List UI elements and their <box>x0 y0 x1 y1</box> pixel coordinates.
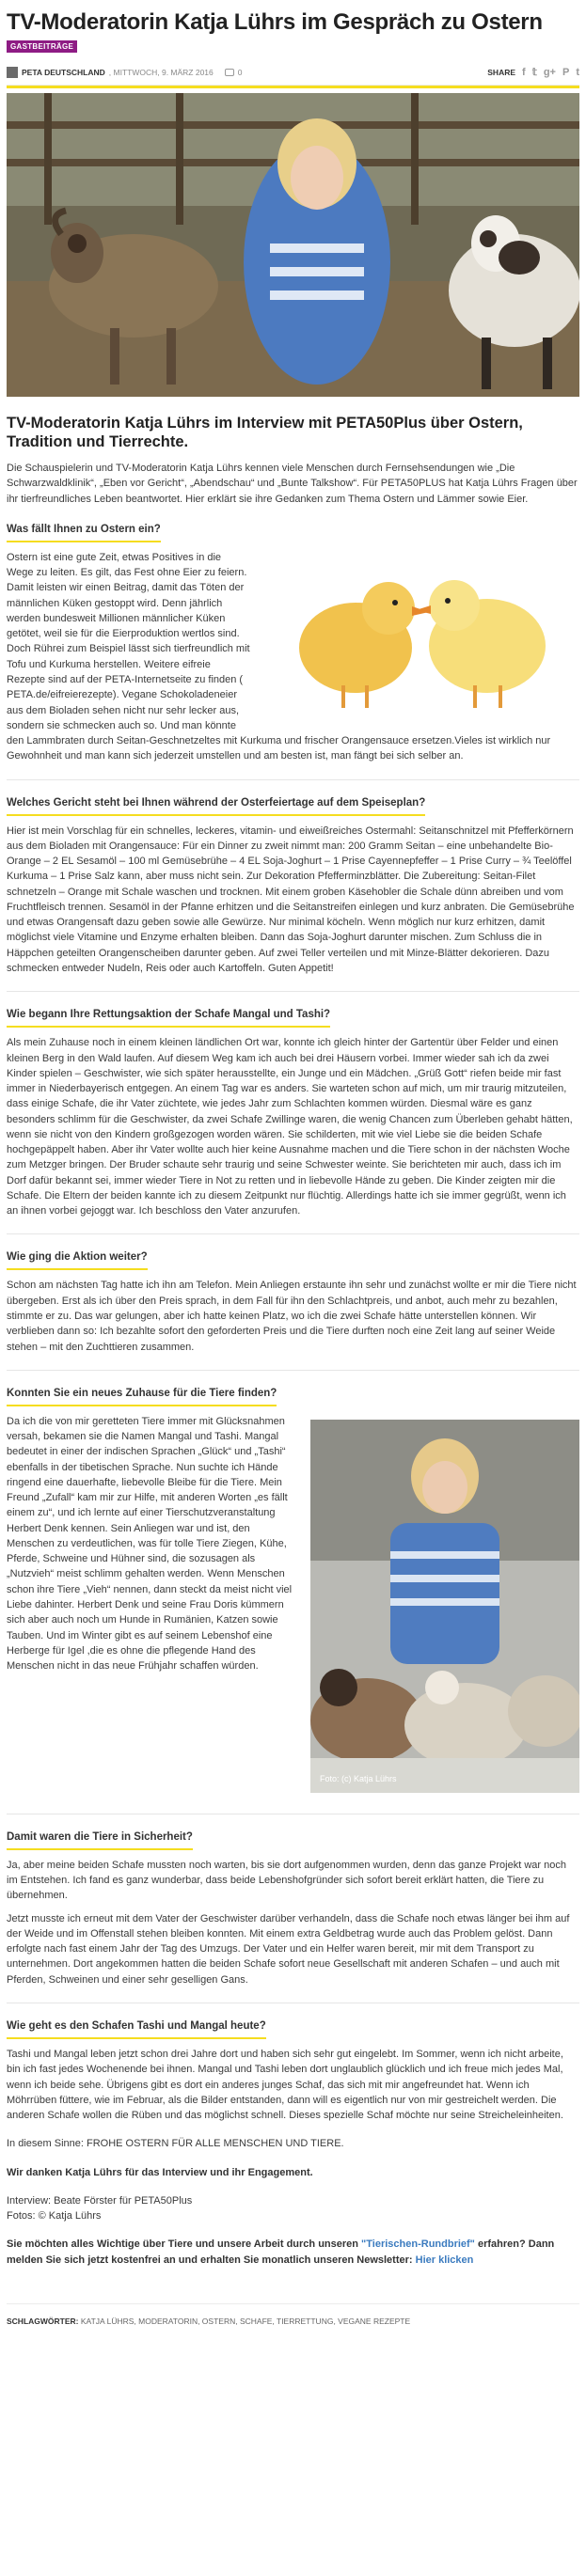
section-paragraph: Ja, aber meine beiden Schafe mussten noch warten, bis sie dort aufgenommen wurden, denn das ganze Projekt war noch im Entstehen. Ich fand es ganz wunderbar, dass beide Lebenshofgründer sich sofort bereit erklärt hatten, die Tiere zu übernehmen. <box>7 1859 566 1902</box>
woman-with-sheep-photo <box>7 93 579 397</box>
comment-icon[interactable] <box>225 69 234 76</box>
section-paragraph: Schon am nächsten Tag hatte ich ihn am Telefon. Mein Anliegen erstaunte ihn sehr und zunächst wollte er mir die Tiere nicht übergeben. Erst als ich über den Preis sprach, in dem Fall für ihn den Schlachtpreis, und anbot, auch mehr zu bezahlen, stimmte er zu. Das war gelungen, aber ich hatte keinen Platz, wo ich die zwei Schafe hätte unterstellen können. Wir verblieben dann so: Ich bezahlte sofort den geforderten Preis und die Tiere durften noch eine Zeit lang auf seiner Weide stehen – mit den Zuchttieren zusammen. <box>7 1280 577 1353</box>
article-subtitle: TV-Moderatorin Katja Lührs im Interview mit PETA50Plus über Ostern, Tradition und Tierrechte. <box>7 415 523 450</box>
article-title: TV-Moderatorin Katja Lührs im Gespräch zu Ostern <box>7 9 543 35</box>
newsletter-link[interactable]: "Tierischen-Rundbrief" <box>361 2238 475 2251</box>
footer-divider <box>7 2303 579 2304</box>
facebook-share-icon[interactable]: f <box>522 66 526 78</box>
section-paragraph: Jetzt musste ich erneut mit dem Vater der Geschwister darüber verhandeln, dass die Schafe noch etwas länger bei ihm auf der Weide und im Offenstall stehen bleiben konnten. Mit einem extra Geldbetrag wurde auch das Problem gelöst. Dann erfolgte nach fast einem Jahr der Tag des Umzugs. Der Vater und ein Helfer waren bereit, mir mit dem Transport zu unternehmen. Dort angekommen hatten die beiden Schafe sofort neue Gesellschaft mit anderen Schafen – und auch mit Pferden, Schweinen und einer sehr geselligen Gans. <box>7 1912 570 1986</box>
section-paragraph: Hier ist mein Vorschlag für ein schnelles, leckeres, vitamin- und eiweißreiches Ostermahl: Seitanschnitzel mit Pfefferkörnern aus dem Bioladen mit Orangensauce: Für ein Dinner zu zweit nimmt man: 200 Gramm Seitan – eine unbehandelte Bio-Orange – 2 EL Sesamöl – 100 ml Gemüsebrühe – 4 EL Soja-Joghurt – 1 Prise Cayennepfeffer – 1 Prise Curry – ¾ Teelöffel Kurkuma – 1 Prise Salz kann, aber muss nicht sein. Zur Dekoration Pfefferminzblätter. Die Zubereitung: Seitan-Filet schnetzeln – Orange mit Schale waschen und trocknen. Mit einem groben Käsehobler die Schale dünn abreiben und vom Fruchtfleisch trennen. Sesamöl in der Pfanne erhitzen und die Seitanstreifen einlegen und kurz anbraten. Die Gemüsebrühe und etwas Orangensaft dazu geben sowie alle Gewürze. Nur minimal köcheln. Wenn möglich nur kurz erhitzen, damit möglichst viele Vitamine und Enzyme erhalten bleiben. Dann das Soja-Joghurt darunter mischen. Zum Schluss die in Häppchen geteilten Orangenscheiben darunter geben. Auf zwei Teller verteilen und mit Minze-Blätter dekorieren. Dazu schmecken entweder Nudeln, Reis oder auch Kartoffeln. Guten Appetit! <box>7 825 575 974</box>
section-heading-1 <box>7 522 579 542</box>
hero-image <box>7 93 579 397</box>
section-divider <box>7 1370 579 1371</box>
section-divider <box>7 991 579 992</box>
section-paragraph: Ostern ist eine gute Zeit, etwas Positives in die Wege zu leiten. Es gilt, das Fest ohne Eier zu feiern. Damit leisten wir einen Beitrag, damit das Töten der männlichen Küken gestoppt wird. Denn jährlich werden bundesweit Millionen männlicher Küken getötet, weil sie für die Eierproduktion wertlos sind. Doch Rührei zum Beispiel lässt sich tierfreundlich mit Tofu und Kurkuma herstellen. Weitere eifreie Rezepte sind auf der PETA-Internetseite zu finden ( PETA.de/eifreierezepte). Vegane Schokoladeneier aus dem Bioladen sehen nicht nur sehr lecker aus, sondern sie schmecken auch so. Und man könnte den Lammbraten durch Seitan-Geschnetzeltes mit Kurkuma und frischer Orangensauce ersetzen.Vieles ist wirklich nur Gewohnheit und man kann sich jederzeit umstellen und am besten ist, man fängt bei sich selber an. <box>7 551 551 762</box>
question-heading: Welches Gericht steht bei Ihnen während der Osterfeiertage auf dem Speiseplan? <box>7 795 425 816</box>
tumblr-share-icon[interactable]: t <box>576 66 579 78</box>
tags-label: SCHLAGWÖRTER: <box>7 2316 79 2326</box>
chicks-image <box>261 554 579 715</box>
newsletter-text: erfahren? Dann melden Sie sich jetzt kostenfrei an und erhalten Sie monatlich unseren Newsletter: <box>7 2238 555 2266</box>
question-heading: Konnten Sie ein neues Zuhause für die Tiere finden? <box>7 1386 277 1406</box>
section-paragraph: Als mein Zuhause noch in einem kleinen ländlichen Ort war, konnte ich gleich hinter der Gartentür über Felder und einen kleinen Berg in den Wald laufen. Auf diesem Weg kam ich auch bei drei Häusern vorbei. Immer wieder sah ich da zwei Kinder spielen – Geschwister, wie sich später herausstellte, ein Junge und ein Mädchen. „Grüß Gott“ riefen beide mir fast immer in Niederbayerisch entgegen. An einem Tag war es anders. Sie warteten schon auf mich, um mir traurig mitzuteilen, dass einige Schafe, die ihr Vater züchtete, wie jedes Jahr zum Schlachten kommen würden. Diesmal wäre es ganz besonders schlimm für die Geschwister, da zwei Schafe Zwillinge waren, die wenig Chancen zum Überleben gehabt hätten, wenn sie nicht von den Kindern großgezogen worden wären. Sie schilderten, mit wie viel Liebe sie die beiden Schafe hochgepäppelt haben. Aber ihr Vater wollte auch hier keine Ausnahme machen und die Tiere schon in der nächsten Woche zum Metzger bringen. Der Bruder schaute sehr traurig und seine Schwester weinte. Sie berichteten mir auch, dass ich im Dorf dafür bekannt sei, immer wieder Tiere in Not zu retten und in liebevolle Hände zu geben. Die Kinder zeigten mir die Schafe. Die Eltern der beiden kannte ich zu diesem Zeitpunkt nur flüchtig. Allerdings hatte ich sie immer gegrüßt, wenn ich an ihnen vorbei gejoggt war. Ich beschloss den Vater anzurufen. <box>7 1037 573 1217</box>
section-paragraph: Da ich die von mir geretteten Tiere immer mit Glücksnahmen versah, bekamen sie die Namen Mangal und Tashi. Mangal bedeutet in einer der indischen Sprachen „Glück“ und „Tashi“ ebenfalls in der tibetischen Sprache. Nun suchte ich Hände ringend eine dauerhafte, liebevolle Bleibe für die Tiere. Mein Freund „Zufall“ kam mir zur Hilfe, mit anderen Worten „es fällt einem zu“, und ich lernte auf einer Tierschutzveranstaltung Herbert Denk kennen. Sein Anliegen war und ist, den Menschen zu verdeutlichen, was für tolle Tiere Ziegen, Kühe, Pferde, Schweine und Hühner sind, die sozusagen als „Nutzvieh“ meist schlimm gehalten werden. Wenn Menschen schon ihre Tiere „Vieh“ nennen, dann steckt da meist nicht viel Liebe dahinter. Herbert Denk und seine Frau Doris kümmern sich aber auch noch um Hunde in Rumänien, Katzen sowie Tauben. Und im Winter gibt es auf seinem Lebenshof eine Herberge für Igel ,die es ohne die pflegende Hand des Menschen nicht in das neue Frühjahr schaffen würden. <box>7 1415 293 1673</box>
share-label: SHARE <box>487 67 516 77</box>
question-heading: Wie ging die Aktion weiter? <box>7 1249 148 1270</box>
section-heading-4 <box>7 1249 579 1270</box>
question-heading: Damit waren die Tiere in Sicherheit? <box>7 1830 193 1850</box>
article-intro: Die Schauspielerin und TV-Moderatorin Katja Lührs kennen viele Menschen durch Fernsehsendungen wie „Die Schwarzwaldklinik“, „Eben vor Gericht“, „Abendschau“ und „Bunte Talkshow“. Für PETA50PLUS hat Katja Lührs Fragen über ihr tierfreundliches Leben beantwortet. Hier erklärt sie ihre Gedanken zum Thema Ostern und Lämmer sowie Eier. <box>7 463 578 505</box>
question-heading: Wie geht es den Schafen Tashi und Mangal heute? <box>7 2018 266 2039</box>
tag-list <box>7 2316 579 2328</box>
newsletter-signup-link[interactable]: Hier klicken <box>415 2254 474 2266</box>
share-bar <box>487 65 579 80</box>
section-heading-6 <box>7 1830 579 1850</box>
tags-values[interactable]: KATJA LÜHRS, MODERATORIN, OSTERN, SCHAFE, TIERRETTUNG, VEGANE REZEPTE <box>80 2316 411 2326</box>
closing-greeting: In diesem Sinne: FROHE OSTERN FÜR ALLE MENSCHEN UND TIERE. <box>7 2138 344 2150</box>
section-divider <box>7 779 579 780</box>
question-heading: Was fällt Ihnen zu Ostern ein? <box>7 522 161 542</box>
publish-date: , MITTWOCH, 9. MÄRZ 2016 <box>108 67 214 77</box>
section-heading-3 <box>7 1007 579 1028</box>
closing-thanks: Wir danken Katja Lührs für das Interview und ihr Engagement. <box>7 2166 313 2178</box>
title-accent-rule <box>7 86 579 88</box>
woman-with-sheep-in-snow-photo <box>310 1420 579 1793</box>
article-meta <box>7 65 579 86</box>
author-name[interactable]: PETA DEUTSCHLAND <box>22 67 105 77</box>
author-avatar-icon <box>7 67 18 78</box>
credit-photos: Fotos: © Katja Lührs <box>7 2210 102 2223</box>
second-image <box>310 1420 579 1793</box>
section-heading-5 <box>7 1386 579 1406</box>
newsletter-text: Sie möchten alles Wichtige über Tiere und unsere Arbeit durch unseren <box>7 2238 362 2251</box>
photo-caption: Foto: (c) Katja Lührs <box>320 1773 397 1783</box>
section-heading-7 <box>7 2018 579 2039</box>
byline <box>7 67 243 79</box>
comment-count[interactable]: 0 <box>237 67 243 77</box>
section-heading-2 <box>7 795 579 816</box>
newsletter-cta <box>7 2237 579 2268</box>
googleplus-share-icon[interactable]: g+ <box>543 66 556 78</box>
two-chicks-photo <box>261 554 579 715</box>
section-paragraph: Tashi und Mangal leben jetzt schon drei Jahre dort und haben sich sehr gut eingelebt. Im Sommer, wenn ich nicht arbeite, bin ich fast jedes Wochenende bei ihnen. Mangal und Tashi leben dort unglaublich glücklich und ich freue mich jedes Mal, wenn ich beide sehe. Übrigens gibt es dort ein anderes junges Schaf, das sich mit mir angefreundet hat. Wenn ich Möhrrüben füttere, wie im Februar, als die Bilder entstanden, dann will es eigentlich nur von mir gestreichelt werden. Die anderen Schafe wollen die Rüben und das möglichst schnell. Dieses spezielle Schaf möchte nur seine Streicheleinheiten. <box>7 2048 563 2122</box>
pinterest-share-icon[interactable]: P <box>562 66 570 78</box>
question-heading: Wie begann Ihre Rettungsaktion der Schafe Mangal und Tashi? <box>7 1007 330 1028</box>
section-divider <box>7 1233 579 1234</box>
credit-interview: Interview: Beate Förster für PETA50Plus <box>7 2194 193 2207</box>
category-badge[interactable]: GASTBEITRÄGE <box>7 40 77 54</box>
twitter-share-icon[interactable]: 𝕥 <box>531 66 537 78</box>
